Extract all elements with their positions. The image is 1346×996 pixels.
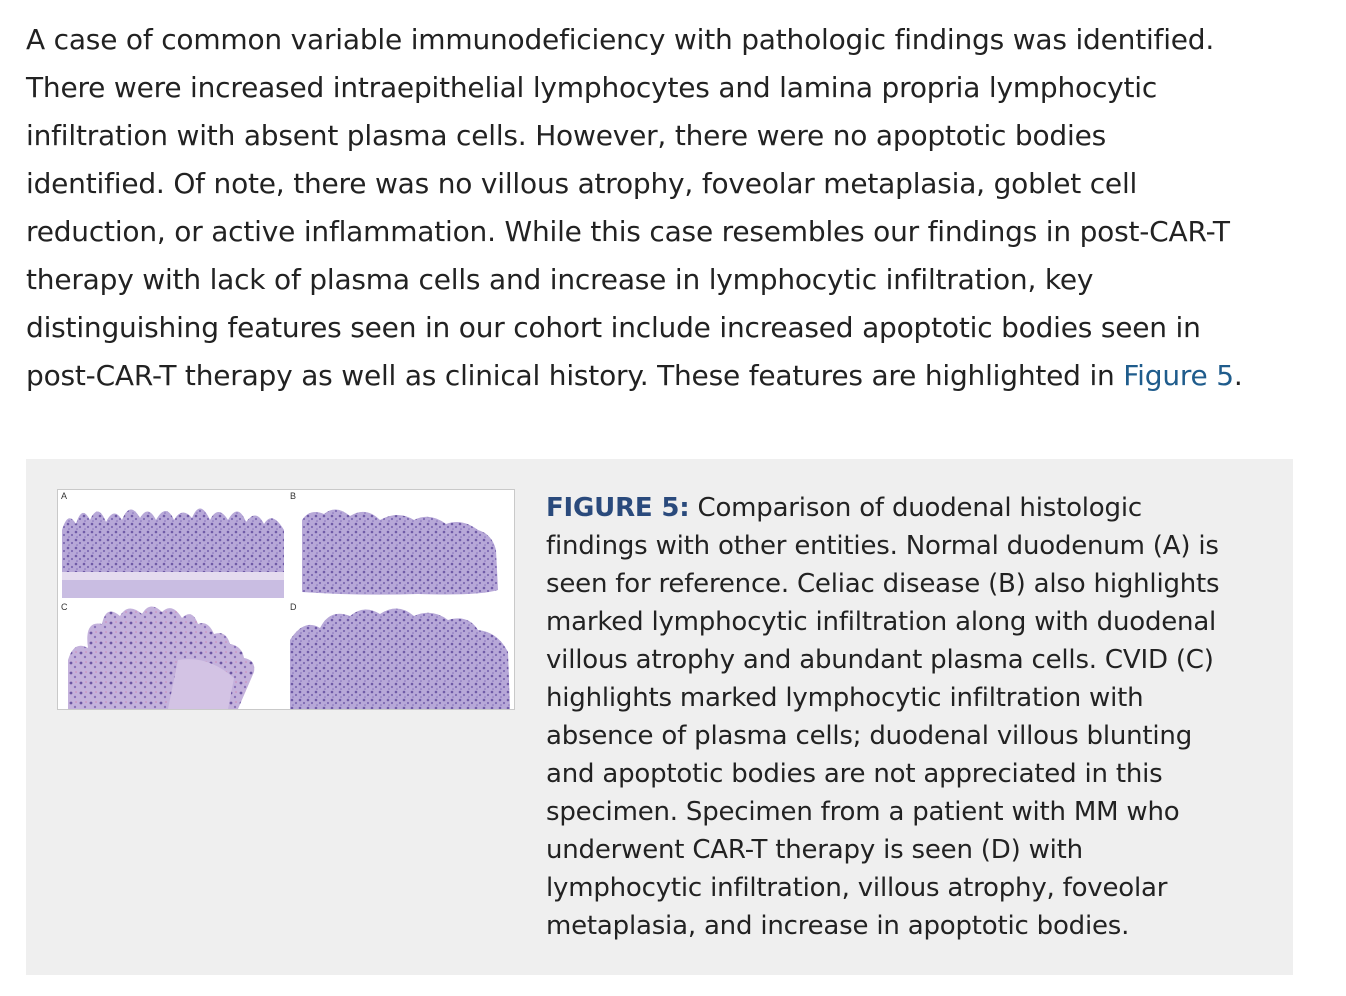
caption-line: and apoptotic bodies are not appreciated in this [546, 759, 1163, 789]
caption-line: seen for reference. Celiac disease (B) also highlights [546, 569, 1220, 599]
figure-caption [546, 489, 1276, 945]
figure-5-thumbnail[interactable] [57, 489, 515, 710]
paragraph-line: infiltration with absent plasma cells. However, there were no apoptotic bodies [26, 119, 1106, 152]
paragraph-line: reduction, or active inflammation. While this case resembles our findings in post-CAR-T [26, 215, 1230, 248]
panel-b [287, 490, 514, 598]
panel-a [58, 490, 285, 598]
panel-label-d: D [290, 602, 297, 612]
caption-line [546, 489, 1276, 527]
body-paragraph [26, 16, 1326, 400]
paragraph-period: . [1233, 359, 1243, 392]
figure-5-box [26, 459, 1293, 975]
caption-line: highlights marked lymphocytic infiltration with [546, 683, 1144, 713]
caption-line: villous atrophy and abundant plasma cells. CVID (C) [546, 645, 1214, 675]
panel-label-b: B [290, 491, 297, 501]
caption-line: lymphocytic infiltration, villous atrophy, foveolar [546, 873, 1168, 903]
caption-line: underwent CAR-T therapy is seen (D) with [546, 835, 1083, 865]
figure-label: FIGURE 5: [546, 493, 690, 523]
figure-5-link[interactable]: Figure 5 [1123, 359, 1234, 392]
caption-line: marked lymphocytic infiltration along with duodenal [546, 607, 1217, 637]
paragraph-line: identified. Of note, there was no villous atrophy, foveolar metaplasia, goblet cell [26, 167, 1138, 200]
caption-line: specimen. Specimen from a patient with MM who [546, 797, 1180, 827]
caption-line: metaplasia, and increase in apoptotic bodies. [546, 911, 1130, 941]
caption-text: Comparison of duodenal histologic [689, 493, 1142, 523]
panel-c [58, 600, 285, 709]
paragraph-text: post-CAR-T therapy as well as clinical history. These features are highlighted in [26, 359, 1124, 392]
paragraph-line: There were increased intraepithelial lymphocytes and lamina propria lymphocytic [26, 71, 1158, 104]
caption-line: findings with other entities. Normal duodenum (A) is [546, 531, 1219, 561]
caption-line: absence of plasma cells; duodenal villous blunting [546, 721, 1193, 751]
panel-label-a: A [61, 491, 68, 501]
panel-d [287, 600, 514, 709]
panel-label-c: C [61, 602, 68, 612]
histology-panels-image [58, 490, 514, 709]
paragraph-line: A case of common variable immunodeficiency with pathologic findings was identified. [26, 23, 1215, 56]
paragraph-line: distinguishing features seen in our cohort include increased apoptotic bodies seen in [26, 311, 1201, 344]
paragraph-last-line [26, 352, 1326, 400]
paragraph-line: therapy with lack of plasma cells and increase in lymphocytic infiltration, key [26, 263, 1094, 296]
